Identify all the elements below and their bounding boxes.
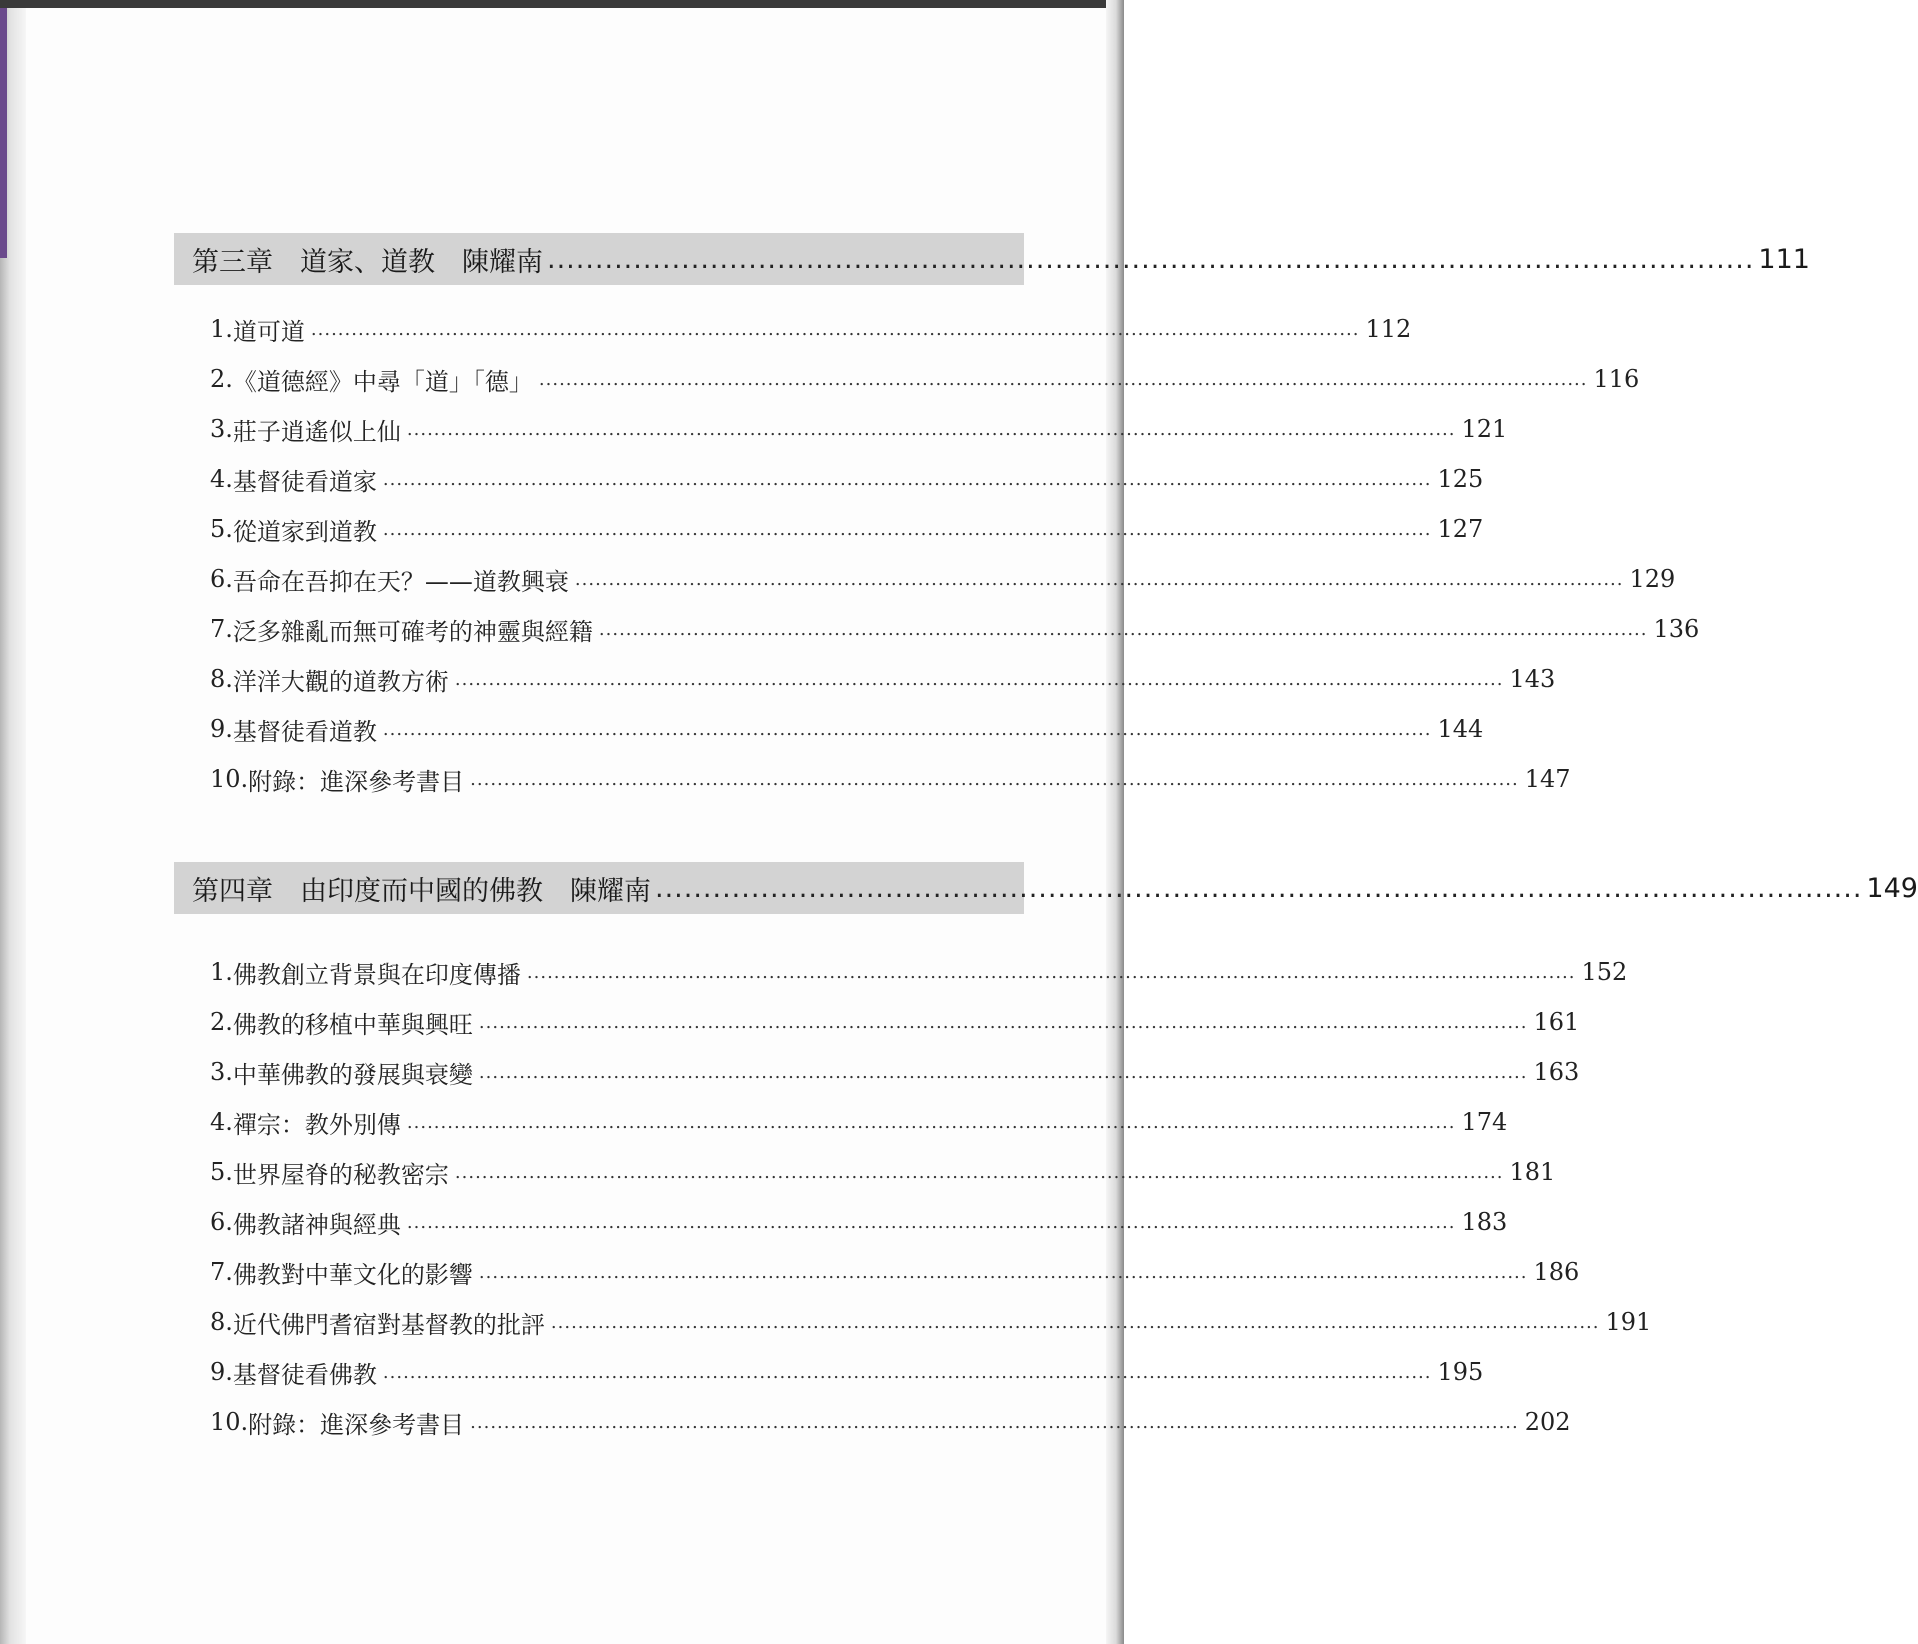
entry-title: 泛多雜亂而無可確考的神靈與經籍 <box>232 617 593 646</box>
entry-title: 基督徒看道家 <box>232 467 377 496</box>
entry-title: 莊子逍遙似上仙 <box>232 417 401 446</box>
dot-leader: ............................................................................................................................................................ <box>538 368 1588 390</box>
dot-leader: ............................................................................................................................................................ <box>382 468 1432 490</box>
dot-leader: ............................................................................................................................................................ <box>470 768 1519 790</box>
entry-page-number: 174 <box>1461 1108 1508 1136</box>
entry-title: 基督徒看佛教 <box>232 1360 377 1389</box>
book-cover-edge <box>0 8 7 258</box>
toc-entry[interactable] <box>210 1347 1484 1397</box>
entry-page-number: 163 <box>1533 1058 1580 1086</box>
toc-entry[interactable] <box>210 1047 1580 1097</box>
entry-number: 3. <box>210 1058 233 1086</box>
scan-top-edge <box>0 0 1124 8</box>
toc-entry[interactable] <box>210 997 1580 1047</box>
entry-title: 近代佛門耆宿對基督教的批評 <box>232 1310 545 1339</box>
dot-leader: ............................................................................................................................................................ <box>598 618 1648 640</box>
entry-page-number: 147 <box>1524 765 1571 793</box>
entry-title: 吾命在吾抑在天？——道教興衰 <box>232 567 569 596</box>
toc-entry[interactable] <box>210 1097 1508 1147</box>
entry-page-number: 121 <box>1461 415 1508 443</box>
dot-leader: ............................................................................................................................................................ <box>454 668 1504 690</box>
entry-title: 道可道 <box>232 317 305 346</box>
entry-page-number: 116 <box>1593 365 1640 393</box>
dot-leader: ............................................................................................................................................................ <box>478 1011 1528 1033</box>
toc-entry[interactable] <box>210 1397 1571 1447</box>
dot-leader: ............................................................................................................................................................ <box>310 318 1360 340</box>
entry-title: 禪宗：教外別傳 <box>232 1110 401 1139</box>
entry-page-number: 191 <box>1605 1308 1652 1336</box>
toc-entry[interactable] <box>210 504 1484 554</box>
dot-leader: ............................................................................................................................................................ <box>574 568 1624 590</box>
entry-number: 9. <box>210 1358 233 1386</box>
dot-leader: .............................................................................................................................. <box>655 872 1863 904</box>
dot-leader: ............................................................................................................................................................ <box>550 1311 1600 1333</box>
entry-page-number: 112 <box>1365 315 1412 343</box>
entry-number: 10. <box>210 1408 249 1436</box>
entry-page-number: 181 <box>1509 1158 1556 1186</box>
entry-number: 4. <box>210 465 233 493</box>
toc-entry[interactable] <box>210 1247 1580 1297</box>
entry-page-number: 136 <box>1653 615 1700 643</box>
entry-page-number: 152 <box>1581 958 1628 986</box>
toc-entry[interactable] <box>210 554 1676 604</box>
toc-entry[interactable] <box>210 1147 1556 1197</box>
toc-entry[interactable] <box>210 1297 1652 1347</box>
entry-page-number: 161 <box>1533 1008 1580 1036</box>
entry-title: 中華佛教的發展與衰變 <box>232 1060 473 1089</box>
dot-leader: ............................................................................................................................................................ <box>478 1261 1528 1283</box>
entry-title: 附錄：進深參考書目 <box>248 1410 465 1439</box>
toc-entry[interactable] <box>210 1197 1508 1247</box>
entry-number: 5. <box>210 1158 233 1186</box>
toc-entry[interactable] <box>210 304 1412 354</box>
entry-number: 3. <box>210 415 233 443</box>
entry-page-number: 183 <box>1461 1208 1508 1236</box>
dot-leader: ............................................................................................................................................................ <box>406 1211 1456 1233</box>
chapter-3-entries <box>210 304 1700 804</box>
chapter-4-entries <box>210 947 1652 1447</box>
entry-number: 8. <box>210 1308 233 1336</box>
entry-title: 世界屋脊的秘教密宗 <box>232 1160 449 1189</box>
entry-number: 2. <box>210 1008 233 1036</box>
entry-page-number: 202 <box>1524 1408 1571 1436</box>
entry-page-number: 127 <box>1437 515 1484 543</box>
entry-title: 佛教對中華文化的影響 <box>232 1260 473 1289</box>
entry-number: 4. <box>210 1108 233 1136</box>
entry-number: 9. <box>210 715 233 743</box>
entry-title: 基督徒看道教 <box>232 717 377 746</box>
toc-entry[interactable] <box>210 654 1556 704</box>
dot-leader: ............................................................................................................................................................ <box>470 1411 1519 1433</box>
entry-title: 佛教諸神與經典 <box>232 1210 401 1239</box>
toc-entry[interactable] <box>210 354 1640 404</box>
entry-page-number: 186 <box>1533 1258 1580 1286</box>
toc-entry[interactable] <box>210 947 1628 997</box>
toc-entry[interactable] <box>210 604 1700 654</box>
dot-leader: ............................................................................................................................................................ <box>406 1111 1456 1133</box>
entry-title: 佛教的移植中華與興旺 <box>232 1010 473 1039</box>
entry-page-number: 143 <box>1509 665 1556 693</box>
entry-number: 6. <box>210 1208 233 1236</box>
dot-leader: .............................................................................................................................. <box>547 243 1755 275</box>
entry-title: 佛教創立背景與在印度傳播 <box>232 960 521 989</box>
entry-number: 6. <box>210 565 233 593</box>
toc-entry[interactable] <box>210 704 1484 754</box>
dot-leader: ............................................................................................................................................................ <box>454 1161 1504 1183</box>
chapter-page-number: 149 <box>1866 872 1918 904</box>
toc-entry[interactable] <box>210 754 1571 804</box>
toc-entry[interactable] <box>210 404 1508 454</box>
entry-page-number: 125 <box>1437 465 1484 493</box>
entry-title: 從道家到道教 <box>232 517 377 546</box>
entry-number: 5. <box>210 515 233 543</box>
chapter-heading-4[interactable] <box>174 862 1918 914</box>
entry-number: 7. <box>210 615 233 643</box>
dot-leader: ............................................................................................................................................................ <box>382 718 1432 740</box>
entry-number: 2. <box>210 365 233 393</box>
dot-leader: ............................................................................................................................................................ <box>382 1361 1432 1383</box>
dot-leader: ............................................................................................................................................................ <box>526 961 1576 983</box>
chapter-title: 第四章 由印度而中國的佛教 陳耀南 <box>192 875 651 907</box>
entry-title: 《道德經》中尋「道」「德」 <box>232 367 533 396</box>
entry-number: 1. <box>210 315 233 343</box>
entry-title: 附錄：進深參考書目 <box>248 767 465 796</box>
entry-title: 洋洋大觀的道教方術 <box>232 667 449 696</box>
entry-number: 7. <box>210 1258 233 1286</box>
chapter-title: 第三章 道家、道教 陳耀南 <box>192 246 543 278</box>
dot-leader: ............................................................................................................................................................ <box>478 1061 1528 1083</box>
entry-number: 1. <box>210 958 233 986</box>
toc-entry[interactable] <box>210 454 1484 504</box>
chapter-heading-3[interactable] <box>174 233 1810 285</box>
entry-number: 10. <box>210 765 249 793</box>
entry-page-number: 129 <box>1629 565 1676 593</box>
entry-number: 8. <box>210 665 233 693</box>
entry-page-number: 144 <box>1437 715 1484 743</box>
dot-leader: ............................................................................................................................................................ <box>382 518 1432 540</box>
chapter-page-number: 111 <box>1758 243 1810 275</box>
entry-page-number: 195 <box>1437 1358 1484 1386</box>
dot-leader: ............................................................................................................................................................ <box>406 418 1456 440</box>
